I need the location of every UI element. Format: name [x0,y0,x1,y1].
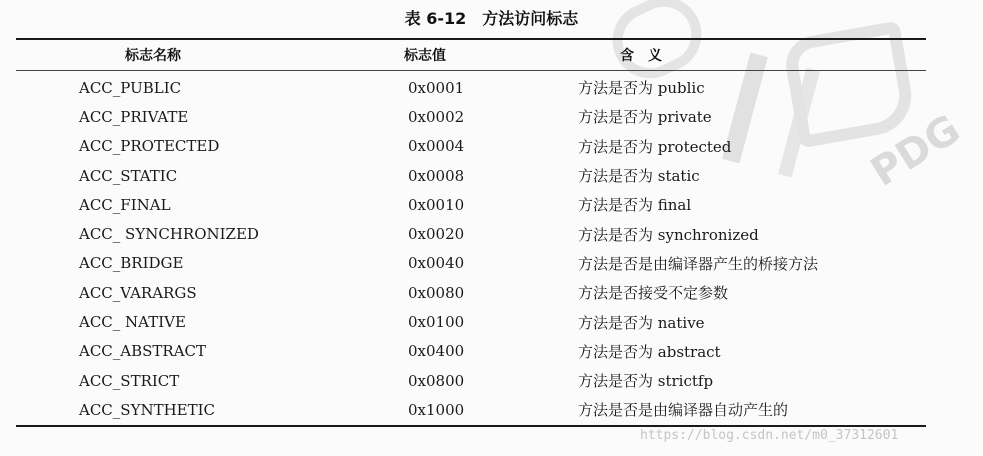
meaning-cell: 方法是否为 protected [578,137,732,156]
flag-name-cell: ACC_ SYNCHRONIZED [79,225,259,244]
flag-value-cell: 0x0004 [408,137,465,156]
table-row [0,249,958,278]
meaning-cell: 方法是否为 native [578,313,705,332]
flag-name-cell: ACC_SYNTHETIC [79,400,216,419]
table-number: 表 6-12 [404,9,467,28]
meaning-cell: 方法是否为 strictfp [578,372,714,391]
flag-value-cell: 0x0010 [408,195,465,214]
meaning-cell: 方法是否为 static [578,167,700,186]
meaning-cell: 方法是否是由编译器自动产生的 [578,401,789,420]
flag-value-cell: 0x0020 [408,225,465,244]
flag-value-cell: 0x0040 [408,254,465,273]
flag-name-cell: ACC_STATIC [79,166,178,185]
table-row [0,219,958,248]
flag-value-cell: 0x0800 [408,371,465,390]
access-flags-table [0,73,958,425]
flag-value-cell: 0x0080 [408,283,465,302]
flag-value-cell: 0x0001 [408,78,465,97]
flag-name-cell: ACC_PROTECTED [79,137,220,156]
bottom-rule [16,425,926,427]
table-row [0,190,958,219]
top-rule [16,38,926,40]
table-row [0,366,958,395]
flag-name-cell: ACC_VARARGS [79,283,197,302]
table-row [0,278,958,307]
meaning-cell: 方法是否为 abstract [578,342,721,361]
meaning-cell: 方法是否为 private [578,108,712,127]
flag-name-cell: ACC_STRICT [79,371,180,390]
flag-name-cell: ACC_ABSTRACT [79,342,207,361]
meaning-cell: 方法是否为 synchronized [578,225,759,244]
table-row [0,307,958,336]
watermark-pdg: PDG [863,106,969,196]
header-flag-name: 标志名称 [125,48,181,64]
meaning-cell: 方法是否为 final [578,196,692,215]
meaning-cell: 方法是否是由编译器产生的桥接方法 [578,254,819,273]
table-row [0,102,958,131]
flag-name-cell: ACC_FINAL [79,195,171,214]
table-row [0,132,958,161]
header-rule [16,70,926,71]
source-url: https://blog.csdn.net/m0_37312601 [640,428,899,443]
flag-name-cell: ACC_PRIVATE [79,107,189,126]
header-flag-value: 标志值 [404,48,446,64]
meaning-cell: 方法是否为 public [578,79,705,98]
flag-value-cell: 0x0008 [408,166,465,185]
flag-name-cell: ACC_BRIDGE [79,254,184,273]
flag-name-cell: ACC_ NATIVE [79,313,186,332]
table-title: 方法访问标志 [482,9,579,28]
flag-value-cell: 0x1000 [408,400,465,419]
table-row [0,337,958,366]
flag-value-cell: 0x0002 [408,107,465,126]
flag-value-cell: 0x0100 [408,313,465,332]
table-caption [0,6,983,29]
table-row [0,395,958,424]
meaning-cell: 方法是否接受不定参数 [578,284,729,303]
table-row [0,73,958,102]
flag-value-cell: 0x0400 [408,342,465,361]
flag-name-cell: ACC_PUBLIC [79,78,182,97]
table-row [0,161,958,190]
header-meaning: 含 义 [620,48,662,64]
